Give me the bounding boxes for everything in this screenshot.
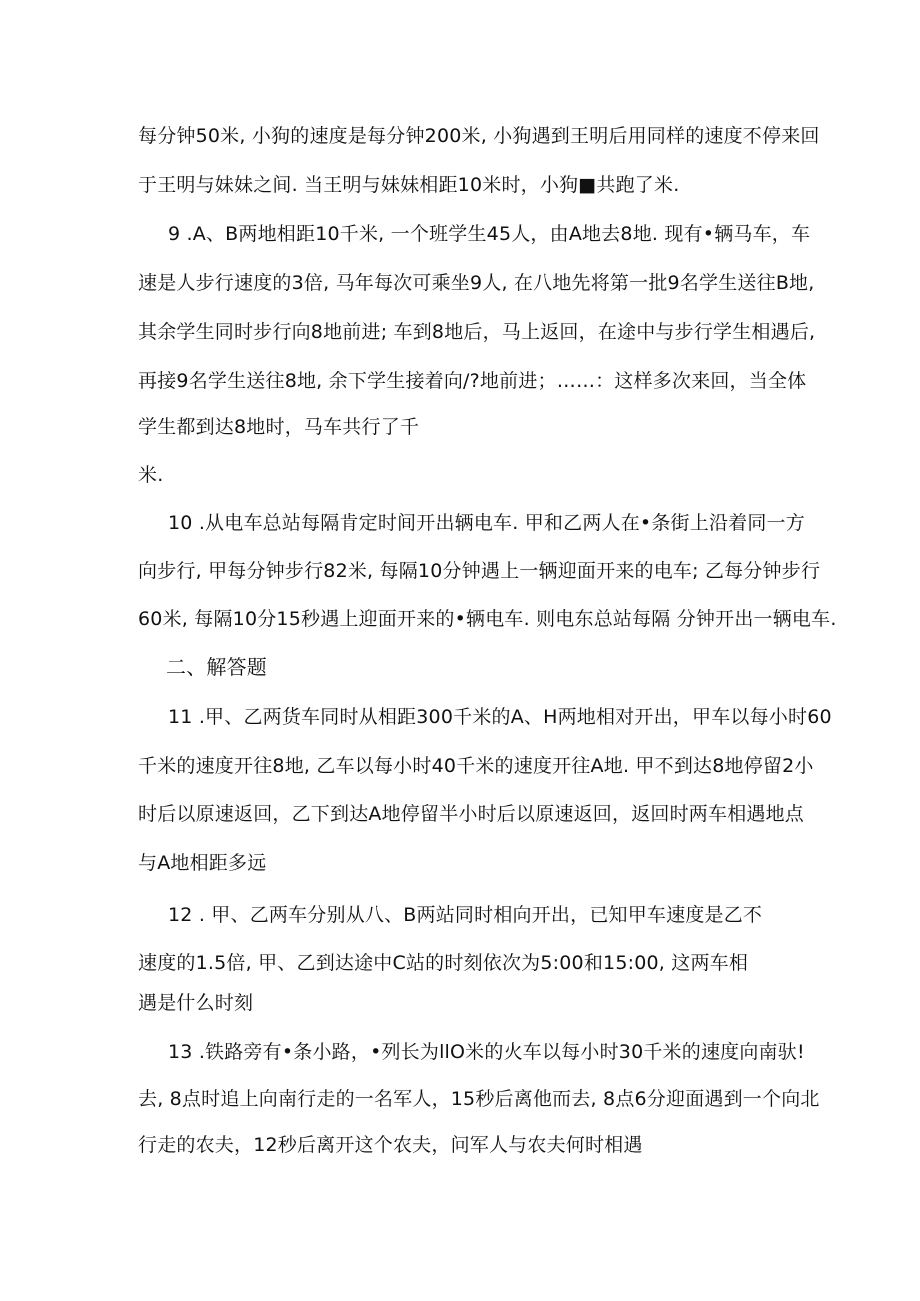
- question-13-text: 13 .铁路旁有•条小路，•列长为llO米的火车以每小时30千米的速度向南驮!: [168, 1041, 805, 1063]
- text-line: 时后以原速返回，乙下到达A地停留半小时后以原速返回，返回时两车相遇地点: [138, 803, 804, 825]
- text-line: 速度的1.5倍, 甲、乙到达途中C站的时刻依次为5:00和15:00, 这两车相: [138, 952, 749, 974]
- text-line: 学生都到达8地时，马车共行了千: [138, 416, 420, 438]
- text-line: 遇是什么时刻: [138, 992, 254, 1014]
- question-11-text: 11 .甲、乙两货车同时从相距300千米的A、H两地相对开出，甲车以每小时60: [168, 706, 832, 728]
- text-line: 于王明与妹妹之间. 当王明与妹妹相距10米时，小狗■共跑了米.: [138, 174, 680, 196]
- question-10-text: 10 .从电车总站每隔肯定时间开出辆电车. 甲和乙两人在•条街上沿着同一方: [168, 512, 805, 534]
- text-line: 每分钟50米, 小狗的速度是每分钟200米, 小狗遇到王明后用同样的速度不停来回: [138, 125, 820, 147]
- text-line: 向步行, 甲每分钟步行82米, 每隔10分钟遇上一辆迎面开来的电车; 乙每分钟步行: [138, 560, 821, 582]
- text-line: 米.: [138, 464, 164, 486]
- text-line: 60米, 每隔10分15秒遇上迎面开来的•辆电车. 则电东总站每隔 分钟开出一辆电车.: [138, 608, 837, 630]
- text-line: 其余学生同时步行向8地前进; 车到8地后，马上返回，在途中与步行学生相遇后,: [138, 321, 816, 343]
- text-line: 与A地相距多远: [138, 852, 267, 874]
- question-9-text: 9 .A、B两地相距10千米, 一个班学生45人，由A地去8地. 现有•辆马车，车: [168, 223, 811, 245]
- text-line: 行走的农夫，12秒后离开这个农夫，问军人与农夫何时相遇: [138, 1134, 643, 1156]
- text-line: 去, 8点时追上向南行走的一名军人，15秒后离他而去, 8点6分迎面遇到一个向北: [138, 1088, 820, 1110]
- section-heading: 二、解答题: [166, 655, 267, 679]
- text-line: 千米的速度开往8地, 乙车以每小时40千米的速度开往A地. 甲不到达8地停留2小: [138, 755, 814, 777]
- text-line: 速是人步行速度的3倍, 马年每次可乘坐9人, 在八地先将第一批9名学生送往B地,: [138, 272, 815, 294]
- text-line: 再接9名学生送往8地, 余下学生接着向/?地前进；……：这样多次来回，当全体: [138, 370, 807, 392]
- question-12-text: 12 . 甲、乙两车分别从八、B两站同时相向开出，已知甲车速度是乙不: [168, 904, 763, 926]
